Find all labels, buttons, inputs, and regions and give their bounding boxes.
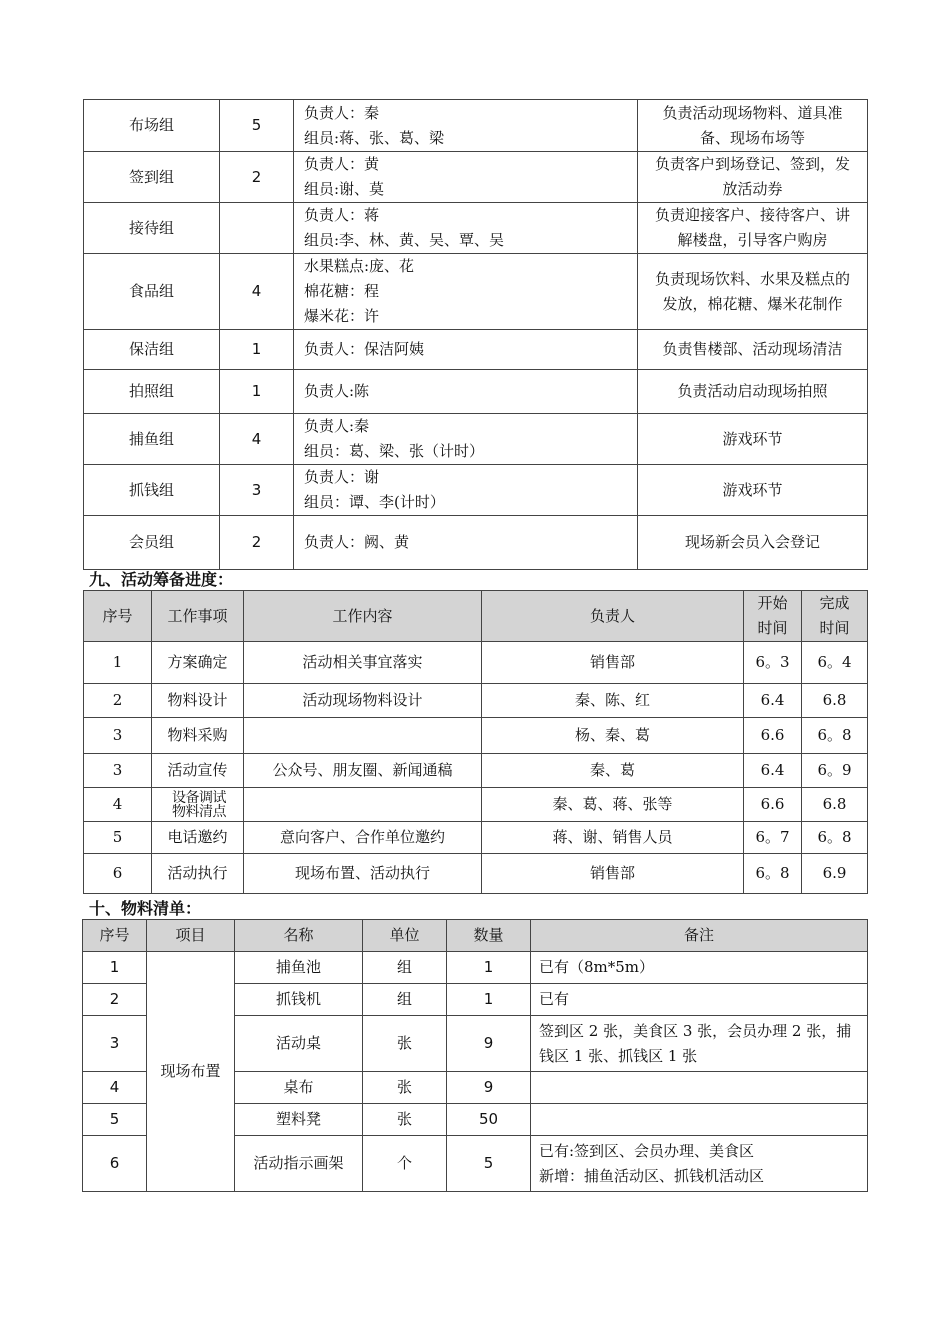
col-header: 负责人 <box>482 591 744 642</box>
progress-start: 6。7 <box>744 822 802 854</box>
member-line: 组员:李、林、黄、吴、覃、吴 <box>304 231 505 249</box>
material-note: 已有（8m*5m） <box>531 952 868 984</box>
material-row <box>83 952 868 984</box>
team-table <box>83 99 868 570</box>
progress-content: 活动相关事宜落实 <box>244 642 482 684</box>
team-members <box>294 414 638 465</box>
member-line: 棉花糖：程 <box>304 282 380 300</box>
material-no: 3 <box>83 1016 147 1072</box>
team-duty: 负责迎接客户、接待客户、讲解楼盘，引导客户购房 <box>638 203 868 254</box>
material-qty: 9 <box>447 1072 531 1104</box>
progress-item: 物料设计 <box>152 684 244 718</box>
col-header: 完成时间 <box>802 591 868 642</box>
progress-row <box>84 788 868 822</box>
col-header: 工作事项 <box>152 591 244 642</box>
material-note: 签到区 2 张，美食区 3 张，会员办理 2 张，捕钱区 1 张、抓钱区 1 张 <box>531 1016 868 1072</box>
material-name: 桌布 <box>235 1072 363 1104</box>
progress-row <box>84 754 868 788</box>
team-count: 4 <box>220 414 294 465</box>
team-row <box>84 254 868 330</box>
team-members <box>294 152 638 203</box>
progress-content <box>244 788 482 822</box>
material-unit: 张 <box>363 1104 447 1136</box>
member-line: 组员：谭、李(计时） <box>304 493 445 511</box>
progress-end: 6.8 <box>802 684 868 718</box>
team-members <box>294 203 638 254</box>
progress-row <box>84 822 868 854</box>
material-name: 塑料凳 <box>235 1104 363 1136</box>
progress-no: 3 <box>84 754 152 788</box>
team-duty: 负责客户到场登记、签到，发放活动券 <box>638 152 868 203</box>
team-members <box>294 330 638 370</box>
material-note <box>531 1072 868 1104</box>
progress-item: 电话邀约 <box>152 822 244 854</box>
member-line: 负责人：保洁阿姨 <box>304 340 425 358</box>
material-project: 现场布置 <box>147 952 235 1192</box>
team-duty: 游戏环节 <box>638 465 868 516</box>
team-count: 4 <box>220 254 294 330</box>
team-row <box>84 370 868 414</box>
progress-content: 活动现场物料设计 <box>244 684 482 718</box>
team-row <box>84 152 868 203</box>
member-line: 水果糕点:庞、花 <box>304 257 415 275</box>
progress-row <box>84 642 868 684</box>
material-no: 6 <box>83 1136 147 1192</box>
team-duty: 现场新会员入会登记 <box>638 516 868 570</box>
progress-end: 6。9 <box>802 754 868 788</box>
progress-start: 6.6 <box>744 718 802 754</box>
progress-table <box>83 590 868 894</box>
progress-start: 6.6 <box>744 788 802 822</box>
material-qty: 5 <box>447 1136 531 1192</box>
team-duty: 负责售楼部、活动现场清洁 <box>638 330 868 370</box>
progress-item: 物料采购 <box>152 718 244 754</box>
material-unit: 组 <box>363 952 447 984</box>
material-name: 捕鱼池 <box>235 952 363 984</box>
col-header: 项目 <box>147 920 235 952</box>
member-line: 负责人:秦 <box>304 417 370 435</box>
progress-end: 6。8 <box>802 718 868 754</box>
col-header: 单位 <box>363 920 447 952</box>
team-row <box>84 330 868 370</box>
member-line: 组员:谢、莫 <box>304 180 385 198</box>
team-members <box>294 465 638 516</box>
team-name: 捕鱼组 <box>84 414 220 465</box>
team-name: 会员组 <box>84 516 220 570</box>
team-members <box>294 370 638 414</box>
member-line: 组员：葛、梁、张（计时） <box>304 442 485 460</box>
team-row <box>84 414 868 465</box>
progress-content: 意向客户、合作单位邀约 <box>244 822 482 854</box>
material-note <box>531 1104 868 1136</box>
col-header: 数量 <box>447 920 531 952</box>
team-count: 2 <box>220 516 294 570</box>
member-line: 负责人：秦 <box>304 103 380 122</box>
progress-content: 公众号、朋友圈、新闻通稿 <box>244 754 482 788</box>
team-duty: 负责活动现场物料、道具准备、现场布场等 <box>638 100 868 152</box>
member-line: 负责人：阙、黄 <box>304 533 410 551</box>
material-unit: 组 <box>363 984 447 1016</box>
progress-start: 6.4 <box>744 684 802 718</box>
material-no: 2 <box>83 984 147 1016</box>
team-members <box>294 254 638 330</box>
material-unit: 张 <box>363 1016 447 1072</box>
progress-owner: 销售部 <box>482 854 744 894</box>
section-9-title: 九、活动筹备进度： <box>89 570 234 589</box>
progress-no: 3 <box>84 718 152 754</box>
material-no: 5 <box>83 1104 147 1136</box>
member-line: 爆米花：许 <box>304 307 380 325</box>
team-name: 布场组 <box>84 100 220 152</box>
progress-end: 6。8 <box>802 822 868 854</box>
material-qty: 1 <box>447 984 531 1016</box>
progress-row <box>84 718 868 754</box>
team-row <box>84 203 868 254</box>
member-line: 负责人：谢 <box>304 468 380 486</box>
material-name: 抓钱机 <box>235 984 363 1016</box>
team-row <box>84 465 868 516</box>
progress-owner: 秦、陈、红 <box>482 684 744 718</box>
member-line: 负责人:陈 <box>304 382 370 400</box>
progress-end: 6.8 <box>802 788 868 822</box>
material-no: 4 <box>83 1072 147 1104</box>
material-unit: 张 <box>363 1072 447 1104</box>
team-count <box>220 203 294 254</box>
progress-end: 6。4 <box>802 642 868 684</box>
team-duty: 负责现场饮料、水果及糕点的发放，棉花糖、爆米花制作 <box>638 254 868 330</box>
material-qty: 1 <box>447 952 531 984</box>
team-name: 食品组 <box>84 254 220 330</box>
team-name: 抓钱组 <box>84 465 220 516</box>
team-row <box>84 516 868 570</box>
progress-no: 4 <box>84 788 152 822</box>
col-header: 序号 <box>83 920 147 952</box>
team-duty: 游戏环节 <box>638 414 868 465</box>
team-count: 1 <box>220 370 294 414</box>
team-duty: 负责活动启动现场拍照 <box>638 370 868 414</box>
progress-owner: 秦、葛、蒋、张等 <box>482 788 744 822</box>
team-count: 1 <box>220 330 294 370</box>
team-name: 保洁组 <box>84 330 220 370</box>
col-header: 开始时间 <box>744 591 802 642</box>
member-line: 负责人：黄 <box>304 155 380 173</box>
section-10-title: 十、物料清单： <box>89 899 202 918</box>
team-row <box>84 100 868 152</box>
team-count: 5 <box>220 100 294 152</box>
team-name: 签到组 <box>84 152 220 203</box>
progress-item: 方案确定 <box>152 642 244 684</box>
progress-owner: 蒋、谢、销售人员 <box>482 822 744 854</box>
progress-item: 设备调试物料清点 <box>152 788 244 822</box>
col-header: 工作内容 <box>244 591 482 642</box>
progress-content: 现场布置、活动执行 <box>244 854 482 894</box>
progress-content <box>244 718 482 754</box>
progress-row <box>84 854 868 894</box>
material-note: 已有 <box>531 984 868 1016</box>
progress-owner: 销售部 <box>482 642 744 684</box>
team-name: 拍照组 <box>84 370 220 414</box>
team-count: 3 <box>220 465 294 516</box>
progress-header-row <box>84 591 868 642</box>
progress-row <box>84 684 868 718</box>
team-members <box>294 516 638 570</box>
progress-item: 活动执行 <box>152 854 244 894</box>
material-unit: 个 <box>363 1136 447 1192</box>
progress-no: 2 <box>84 684 152 718</box>
team-members <box>294 100 638 152</box>
col-header: 名称 <box>235 920 363 952</box>
material-no: 1 <box>83 952 147 984</box>
material-qty: 50 <box>447 1104 531 1136</box>
progress-start: 6。8 <box>744 854 802 894</box>
progress-no: 6 <box>84 854 152 894</box>
progress-item: 活动宣传 <box>152 754 244 788</box>
progress-start: 6。3 <box>744 642 802 684</box>
material-qty: 9 <box>447 1016 531 1072</box>
material-name: 活动指示画架 <box>235 1136 363 1192</box>
progress-owner: 秦、葛 <box>482 754 744 788</box>
material-table <box>82 919 868 1192</box>
progress-end: 6.9 <box>802 854 868 894</box>
team-name: 接待组 <box>84 203 220 254</box>
col-header: 备注 <box>531 920 868 952</box>
material-header-row <box>83 920 868 952</box>
material-note: 已有:签到区、会员办理、美食区 新增：捕鱼活动区、抓钱机活动区 <box>531 1136 868 1192</box>
member-line: 组员:蒋、张、葛、梁 <box>304 128 445 147</box>
col-header: 序号 <box>84 591 152 642</box>
team-count: 2 <box>220 152 294 203</box>
progress-no: 5 <box>84 822 152 854</box>
progress-no: 1 <box>84 642 152 684</box>
member-line: 负责人：蒋 <box>304 206 380 224</box>
material-name: 活动桌 <box>235 1016 363 1072</box>
progress-start: 6.4 <box>744 754 802 788</box>
progress-owner: 杨、秦、葛 <box>482 718 744 754</box>
